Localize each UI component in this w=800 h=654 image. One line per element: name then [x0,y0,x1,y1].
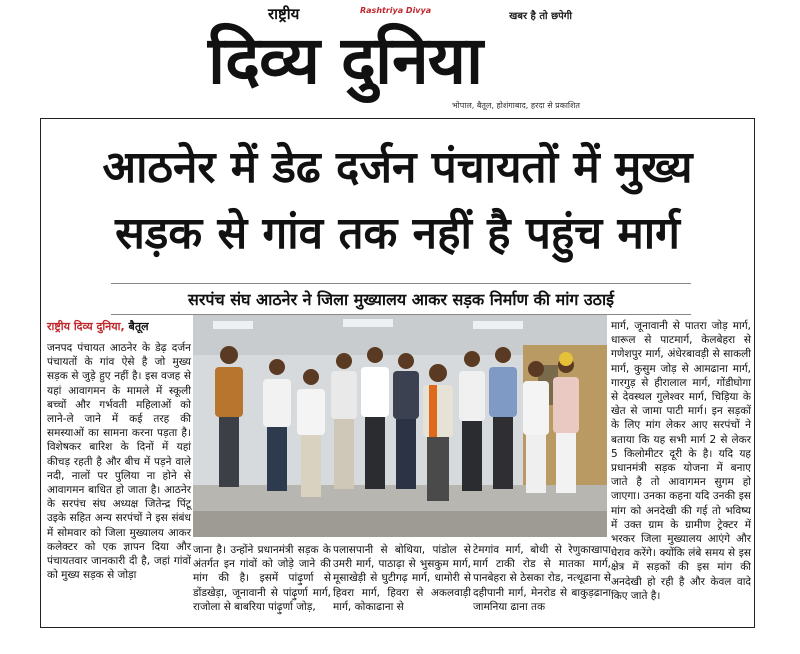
news-clipping [40,118,755,628]
byline-place: बैतूल [128,320,149,333]
subheadline: सरपंच संघ आठनेर ने जिला मुख्यालय आकर सड़क निर्माण की मांग उठाई [111,283,691,315]
byline-brand: राष्ट्रीय दिव्य दुनिया, [47,320,125,333]
masthead-title: दिव्य दुनिया [208,22,483,99]
headline-line-1: आठनेर में डेढ दर्जन पंचायतों में मुख्य [102,142,693,193]
article-column-bottom-2: पलासपानी से बोथिया, पांडोल से उमरी मार्ग, पाठाढ़ा से भुसकुम मार्ग, मूसाखेड़ी से घुटीगढ़ मार्ग, धामोरी से हिवरा मार्ग, हिवरा से अकलवाड़ी मार्ग, कोकाढाना से [333,544,471,613]
masthead [208,4,580,112]
masthead-editions: भोपाल, बैतूल, होशंगाबाद, हरदा से प्रकाशित [452,101,580,110]
masthead-logo-tag: Rashtriya Divya [360,6,432,15]
article-column-left: जनपद पंचायत आठनेर के डेढ़ दर्जन पंचायतों के गांव ऐसे है जो मुख्य सड़क से जुड़े हुए नहीं है। इस वजह से यहां आवागमन के मामले में स्कूली बच्चों और गर्भवती महिलाओं को लाने-ले जाने में कई तरह की समस्याओं का सामना करना पड़ता है। विशेषकर बारिश के दिनों में यहां कीचड़ रहती है और बीच में पड़ने वाले नदी, नालों पर पुलिया ना होने से आवागमन बाधित हो जाता है। आठनेर के सरपंच संघ अध्यक्ष जितेन्द्र पिंटू उइके सहित अन्य सरपंचों ने इस संबंध में सोमवार को जिला मुख्यालय आकर कलेक्टर को एक ज्ञापन दिया और पंचायतवार जानकारी दी है, जहां गांवों को मुख्य सड़क से जोड़ा [47,342,191,582]
masthead-small-title: राष्ट्रीय [268,5,300,23]
group-photo [193,315,607,537]
article-column-right: मार्ग, जूनावानी से पातरा जोड़ मार्ग, धारूल से पाटमार्ग, केलबेहरा से गणेशपुर मार्ग, अंधेरबावड़ी से साकली मार्ग, कुसुम जोड़ से आमढाना मार्ग, गारगुड़ से हीरालाल मार्ग, गोंडीघोगा से देवस्थल गुलेश्वर मार्ग, चिड़िया के खेत से जामा पाटी मार्ग। इन सड़कों के लिए मांग लेकर आए सरपंचों ने बताया कि यह सभी मार्ग 2 से लेकर 5 किलोमीटर दूरी के है। यदि यह प्रधानमंत्री सड़क योजना में बनाए जाते है तो आवागमन सुगम हो जाएगा। उनका कहना यदि उनकी इस मांग को अनदेखी की गई तो भविष्य में उक्त ग्राम के ग्रामीण ट्रेक्टर में भरकर जिला मुख्यालय आएंगे और घेराव करेंगे। क्योंकि लंबे समय से इस क्षेत्र में सड़कों की इस मांग की अनदेखी हो रही है और केवल वादे किए जाते है। [611,320,751,602]
group-photo-illustration [193,315,607,537]
headline-line-2: सड़क से गांव तक नहीं है पहुंच मार्ग [115,208,680,259]
byline [47,319,149,334]
article-column-bottom-1: जाना है। उन्होंने प्रधानमंत्री सड़क के अंतर्गत इन गांवों को जोड़े जाने की मांग की है। इसमें पांढ़ुर्णा से डोंडखेड़ा, जूनावानी से पांढ़ुर्णा मार्ग, राजोला से बाबरिया पांढ़ुर्णा जोड़, [193,544,331,613]
article-column-bottom-3: टेमगांव मार्ग, बोथी से रेणुकाखापा मार्ग टाकी रोड से मातका मार्ग, पानबेहरा से ठेसका रोड, नत्थूढाना से दहीपानी मार्ग, मेनरोड से बाकुड़ढाना जामनिया ढाना तक [473,544,611,613]
masthead-tagline: खबर है तो छपेगी [509,11,572,22]
